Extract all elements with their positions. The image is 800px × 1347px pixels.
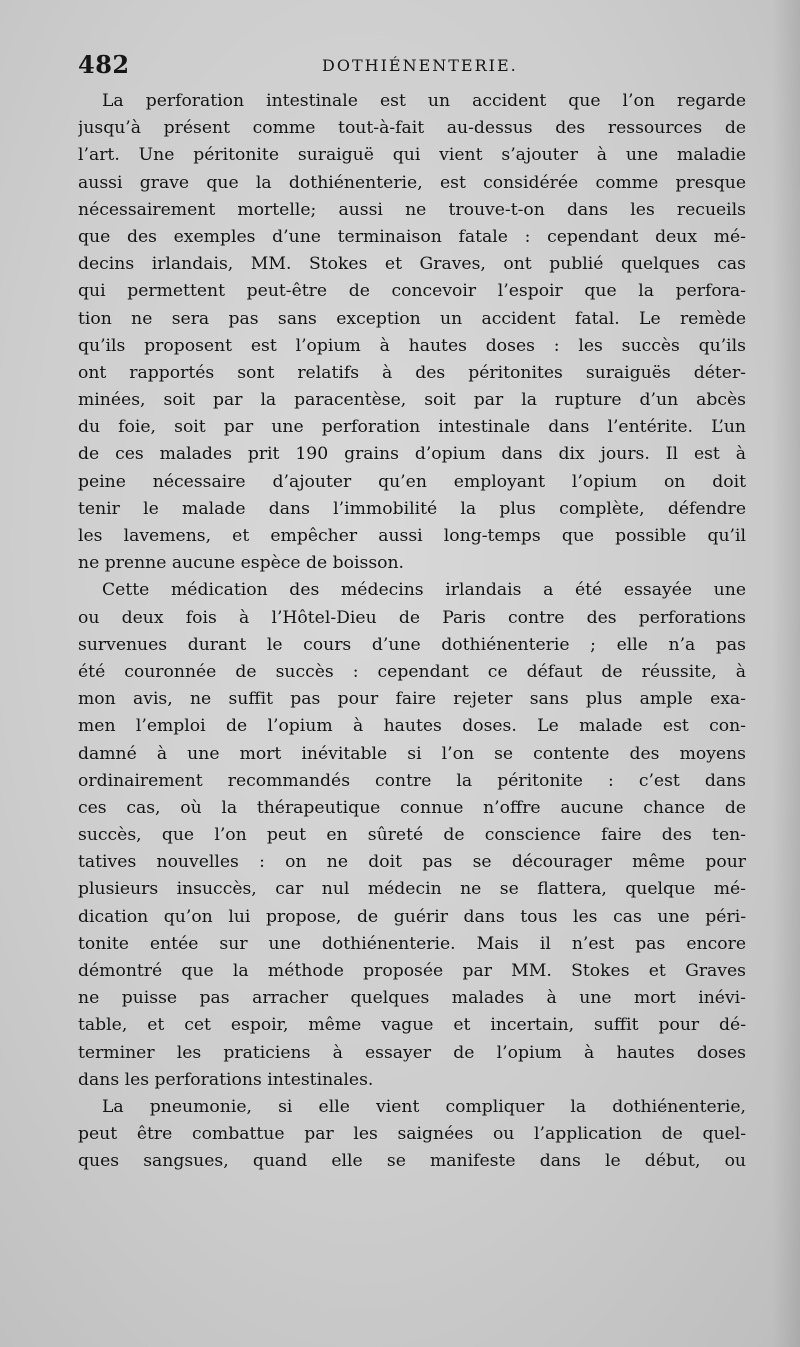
paragraph-medication xyxy=(78,577,746,1094)
text-line: ont rapportés sont relatifs à des péritonites suraiguës déter- xyxy=(78,362,746,383)
text-line: jusqu’à présent comme tout-à-fait au-dessus des ressources de xyxy=(78,118,746,139)
text-line: ques sangsues, quand elle se manifeste dans le début, ou xyxy=(78,1151,746,1172)
text-line: plusieurs insuccès, car nul médecin ne se flattera, quelque mé- xyxy=(78,879,746,900)
text-line: decins irlandais, MM. Stokes et Graves, ont publié quelques cas xyxy=(78,254,746,275)
text-line: qu’ils proposent est l’opium à hautes doses : les succès qu’ils xyxy=(78,335,746,356)
text-line: dans les perforations intestinales. xyxy=(78,1069,374,1090)
text-line: tonite entée sur une dothiénenterie. Mais il n’est pas encore xyxy=(78,933,746,954)
running-header xyxy=(78,50,746,80)
text-line: men l’emploi de l’opium à hautes doses. Le malade est con- xyxy=(78,716,746,737)
text-line: peut être combattue par les saignées ou l’application de quel- xyxy=(78,1124,746,1145)
text-line: tenir le malade dans l’immobilité la plus complète, défendre xyxy=(78,498,746,519)
text-line: tatives nouvelles : on ne doit pas se décourager même pour xyxy=(78,852,746,873)
text-line: table, et cet espoir, même vague et incertain, suffit pour dé- xyxy=(78,1015,746,1036)
text-line: qui permettent peut-être de concevoir l’espoir que la perfora- xyxy=(78,281,746,302)
text-line: ne prenne aucune espèce de boisson. xyxy=(78,553,405,574)
text-line: ordinairement recommandés contre la péritonite : c’est dans xyxy=(78,770,746,791)
text-line: nécessairement mortelle; aussi ne trouve-t-on dans les recueils xyxy=(78,199,746,220)
text-line: La pneumonie, si elle vient compliquer la dothiénenterie, xyxy=(102,1096,746,1117)
paragraph-perforation xyxy=(78,88,746,577)
text-line: survenues durant le cours d’une dothiénenterie ; elle n’a pas xyxy=(78,634,746,655)
text-line: aussi grave que la dothiénenterie, est considérée comme presque xyxy=(78,172,746,193)
text-line: succès, que l’on peut en sûreté de conscience faire des ten- xyxy=(78,825,746,846)
text-line: minées, soit par la paracentèse, soit par la rupture d’un abcès xyxy=(78,390,746,411)
text-line: ou deux fois à l’Hôtel-Dieu de Paris contre des perforations xyxy=(78,607,746,628)
text-line: de ces malades prit 190 grains d’opium dans dix jours. Il est à xyxy=(78,444,746,465)
text-line: ne puisse pas arracher quelques malades à une mort inévi- xyxy=(78,988,746,1009)
running-title: DOTHIÉNENTERIE. xyxy=(322,56,518,75)
text-line: Cette médication des médecins irlandais a été essayée une xyxy=(102,580,746,601)
text-line: démontré que la méthode proposée par MM. Stokes et Graves xyxy=(78,961,746,981)
body-text xyxy=(78,88,746,1176)
text-line: damné à une mort inévitable si l’on se contente des moyens xyxy=(78,743,746,764)
text-line: que des exemples d’une terminaison fatale : cependant deux mé- xyxy=(78,226,746,247)
text-line: peine nécessaire d’ajouter qu’en employant l’opium on doit xyxy=(78,471,746,492)
paragraph-pneumonia xyxy=(78,1094,746,1176)
text-line: du foie, soit par une perforation intestinale dans l’entérite. L’un xyxy=(78,417,746,438)
text-line: les lavemens, et empêcher aussi long-temps que possible qu’il xyxy=(78,526,746,546)
text-line: l’art. Une péritonite suraiguë qui vient s’ajouter à une maladie xyxy=(78,145,746,166)
text-line: ces cas, où la thérapeutique connue n’offre aucune chance de xyxy=(78,797,746,818)
text-line: mon avis, ne suffit pas pour faire rejeter sans plus ample exa- xyxy=(78,689,746,710)
text-line: terminer les praticiens à essayer de l’opium à hautes doses xyxy=(78,1042,746,1063)
text-line: été couronnée de succès : cependant ce défaut de réussite, à xyxy=(78,661,746,682)
text-line: tion ne sera pas sans exception un accident fatal. Le remède xyxy=(78,308,746,329)
text-line: La perforation intestinale est un accident que l’on regarde xyxy=(102,91,746,111)
page-number: 482 xyxy=(78,50,130,79)
text-line: dication qu’on lui propose, de guérir dans tous les cas une péri- xyxy=(78,906,746,927)
